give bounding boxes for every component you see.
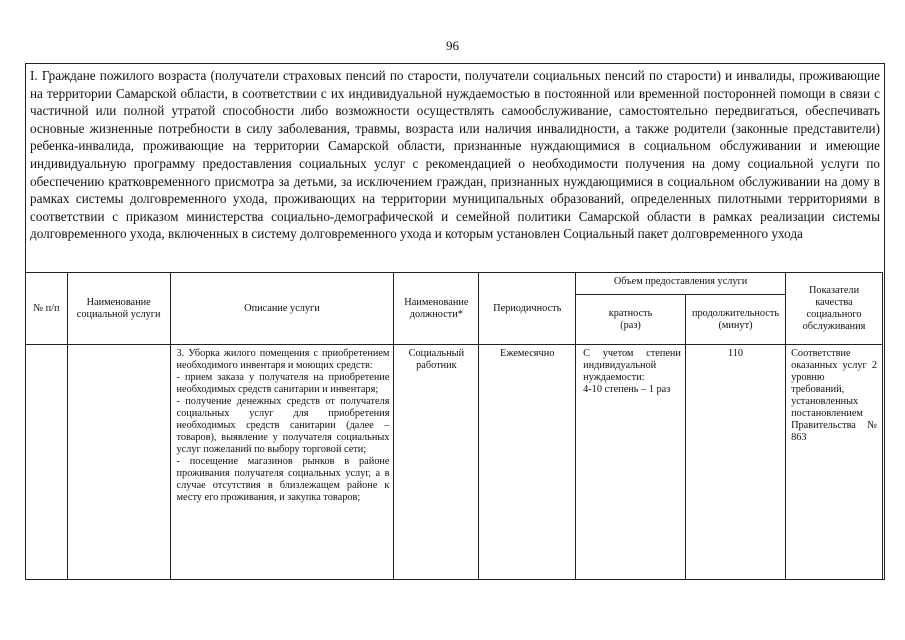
- frequency-value: 4-10 степень – 1 раз: [583, 384, 671, 395]
- header-description: Описание услуги: [170, 273, 394, 345]
- row-duration: 110: [685, 345, 785, 580]
- header-service-name: Наименование социальной услуги: [67, 273, 170, 345]
- header-position: Наименование должности*: [394, 273, 479, 345]
- description-line: - прием заказа у получателя на приобретение необходимых средств санитарии и инвентаря;: [176, 372, 390, 395]
- row-frequency: [576, 345, 686, 580]
- section-heading: I. Граждане пожилого возраста (получатели страховых пенсий по старости, получатели социальных пенсий по старости) и инвалиды, проживающие на территории Самарской области, в соответствии с их индивидуальной нуждаемостью в постоянной или временной посторонней помощи в связи с частичной или полной утратой способности либо возможности осуществлять самообслуживание, самостоятельно передвигаться, обеспечивать основные жизненные потребности в силу заболевания, травмы, возраста или наличия инвалидности, а также родители (законные представители) ребенка-инвалида, проживающие на территории Самарской области, признанные нуждающимися в социальном обслуживании и имеющие индивидуальную программу предоставления социальных услуг с рекомендацией о необходимости получения на дому социальной услуги по обеспечению кратковременного присмотра за детьми, за исключением граждан, признанных нуждающимися в социальном обслуживании на дому в рамках системы долговременного ухода, проживающих на территории муниципальных образований, определенных пилотными территориями в соответствии с приказом министерства социально-демографической и семейной политики Самарской области в рамках реализации системы долговременного ухода, включенных в систему долговременного ухода и которым установлен Социальный пакет долговременного ухода: [30, 68, 880, 242]
- description-line: - получение денежных средств от получателя социальных услуг для приобретения необходимых средств санитарии (далее – товаров), выявление у получателя социальных услуг пожеланий по выбору торговой сети;: [176, 396, 390, 455]
- row-quality: Соответствие оказанных услуг 2 уровню требований, установленных постановлением Правительства № 863: [786, 345, 883, 580]
- header-frequency: кратность (раз): [576, 295, 686, 345]
- header-number: № п/п: [26, 273, 68, 345]
- description-line: 3. Уборка жилого помещения с приобретением необходимого инвентаря и моющих средств:: [176, 348, 390, 371]
- row-number: [26, 345, 68, 580]
- services-table: [25, 272, 883, 580]
- page-number: 96: [446, 38, 459, 53]
- description-line: - посещение магазинов рынков в районе проживания получателя социальных услуг, а в случае отсутствия в близлежащем районе к месту его проживания, и закупка товаров;: [176, 456, 390, 503]
- row-service-name: [67, 345, 170, 580]
- document-frame: [25, 63, 885, 580]
- header-duration: продолжительность (минут): [685, 295, 785, 345]
- frequency-note: С учетом степени индивидуальной нуждаемости:: [583, 348, 681, 383]
- header-periodicity: Периодичность: [479, 273, 576, 345]
- row-position: Социальный работник: [394, 345, 479, 580]
- row-periodicity: Ежемесячно: [479, 345, 576, 580]
- header-quality: Показатели качества социального обслуживания: [786, 273, 883, 345]
- row-description: [170, 345, 394, 580]
- header-volume: Объем предоставления услуги: [576, 273, 786, 295]
